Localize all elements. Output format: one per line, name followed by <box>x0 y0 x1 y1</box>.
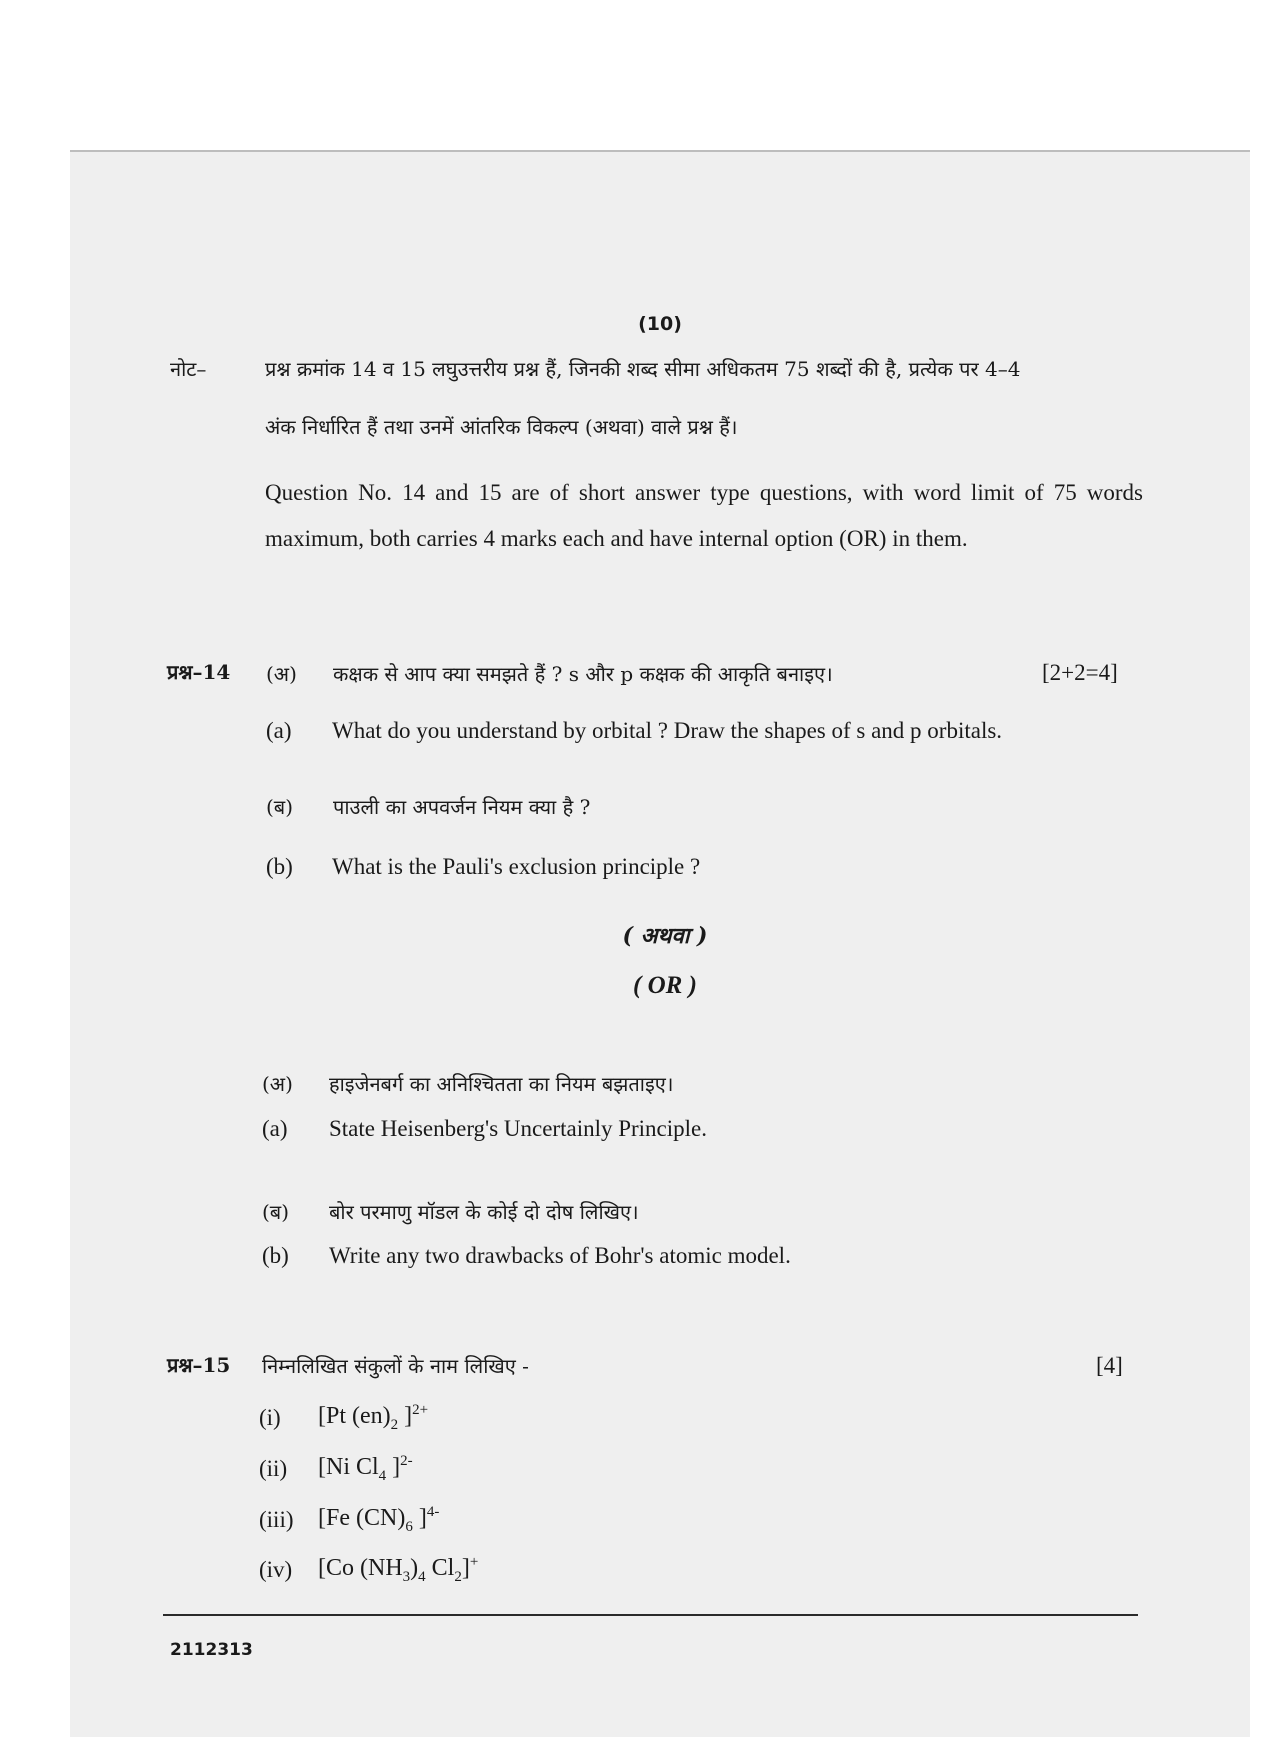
or-hindi: ( अथवा ) <box>622 923 708 949</box>
note-hindi-line-1: प्रश्न क्रमांक 14 व 15 लघुउत्तरीय प्रश्न हैं, जिनकी शब्द सीमा अधिकतम 75 शब्दों की है, प्रत्येक पर 4–4 <box>265 357 1021 381</box>
q15-text: निम्नलिखित संकुलों के नाम लिखिए - <box>262 1354 529 1378</box>
q14-alt-a-hindi: हाइजेनबर्ग का अनिश्चितता का नियम बझताइए। <box>329 1072 674 1096</box>
page-number: (10) <box>638 313 682 335</box>
q15-item-num: (ii) <box>259 1456 288 1481</box>
q14-part-a-hindi-label: (अ) <box>266 662 297 686</box>
q14-part-b-hindi-label: (ब) <box>266 795 294 819</box>
q14-alt-b-english-label: (b) <box>262 1243 289 1268</box>
q15-formula-ii: [Ni $Cl_4$ ]$^{2-}$ <box>318 1453 413 1484</box>
q14-alt-b-english: Write any two drawbacks of Bohr's atomic model. <box>329 1243 791 1268</box>
q14-alt-b-hindi-label: (ब) <box>262 1200 290 1224</box>
q15-item-num: (i) <box>259 1405 281 1430</box>
q15-item-num: (iv) <box>259 1557 293 1582</box>
q14-part-a-english-label: (a) <box>266 718 292 743</box>
q14-alt-b-hindi: बोर परमाणु मॉडल के कोई दो दोष लिखिए। <box>329 1200 639 1224</box>
note-hindi-line-2: अंक निर्धारित हैं तथा उनमें आंतरिक विकल्प (अथवा) वाले प्रश्न हैं। <box>265 415 738 439</box>
q14-part-b-hindi: पाउली का अपवर्जन नियम क्या है ? <box>333 795 591 819</box>
q14-marks: [2+2=4] <box>1042 660 1118 685</box>
footer-divider <box>163 1614 1138 1616</box>
note-english: Question No. 14 and 15 are of short answer type questions, with word limit of 75 words maximum, both carries 4 marks each and have internal option (OR) in them. <box>265 480 1143 551</box>
q14-part-a-english: What do you understand by orbital ? Draw the shapes of s and p orbitals. <box>332 718 1003 743</box>
q14-part-b-english-label: (b) <box>266 854 293 879</box>
paper-code: 2112313 <box>170 1640 253 1660</box>
question-15-label: प्रश्न–15 <box>167 1353 231 1377</box>
note-label: नोट– <box>170 357 207 381</box>
q14-part-a-hindi: कक्षक से आप क्या समझते हैं ? s और p कक्षक की आकृति बनाइए। <box>333 662 833 686</box>
or-english: ( OR ) <box>633 972 697 999</box>
q14-part-b-english: What is the Pauli's exclusion principle ? <box>332 854 701 879</box>
q15-marks: [4] <box>1096 1353 1123 1378</box>
q15-item-num: (iii) <box>259 1507 294 1532</box>
q15-formula-iii: [Fe $(CN)_6$ ]$^{4-}$ <box>318 1504 440 1535</box>
q14-alt-a-english-label: (a) <box>262 1116 288 1141</box>
q15-formula-iv: [Co $(NH_3)_4$ $Cl_2]^+$ <box>318 1554 479 1585</box>
q15-formula-i: [Pt $(en)_2$ ]$^{2+}$ <box>318 1402 429 1433</box>
q14-alt-a-hindi-label: (अ) <box>262 1072 293 1096</box>
question-14-label: प्रश्न–14 <box>167 660 231 684</box>
q14-alt-a-english: State Heisenberg's Uncertainly Principle. <box>329 1116 708 1141</box>
